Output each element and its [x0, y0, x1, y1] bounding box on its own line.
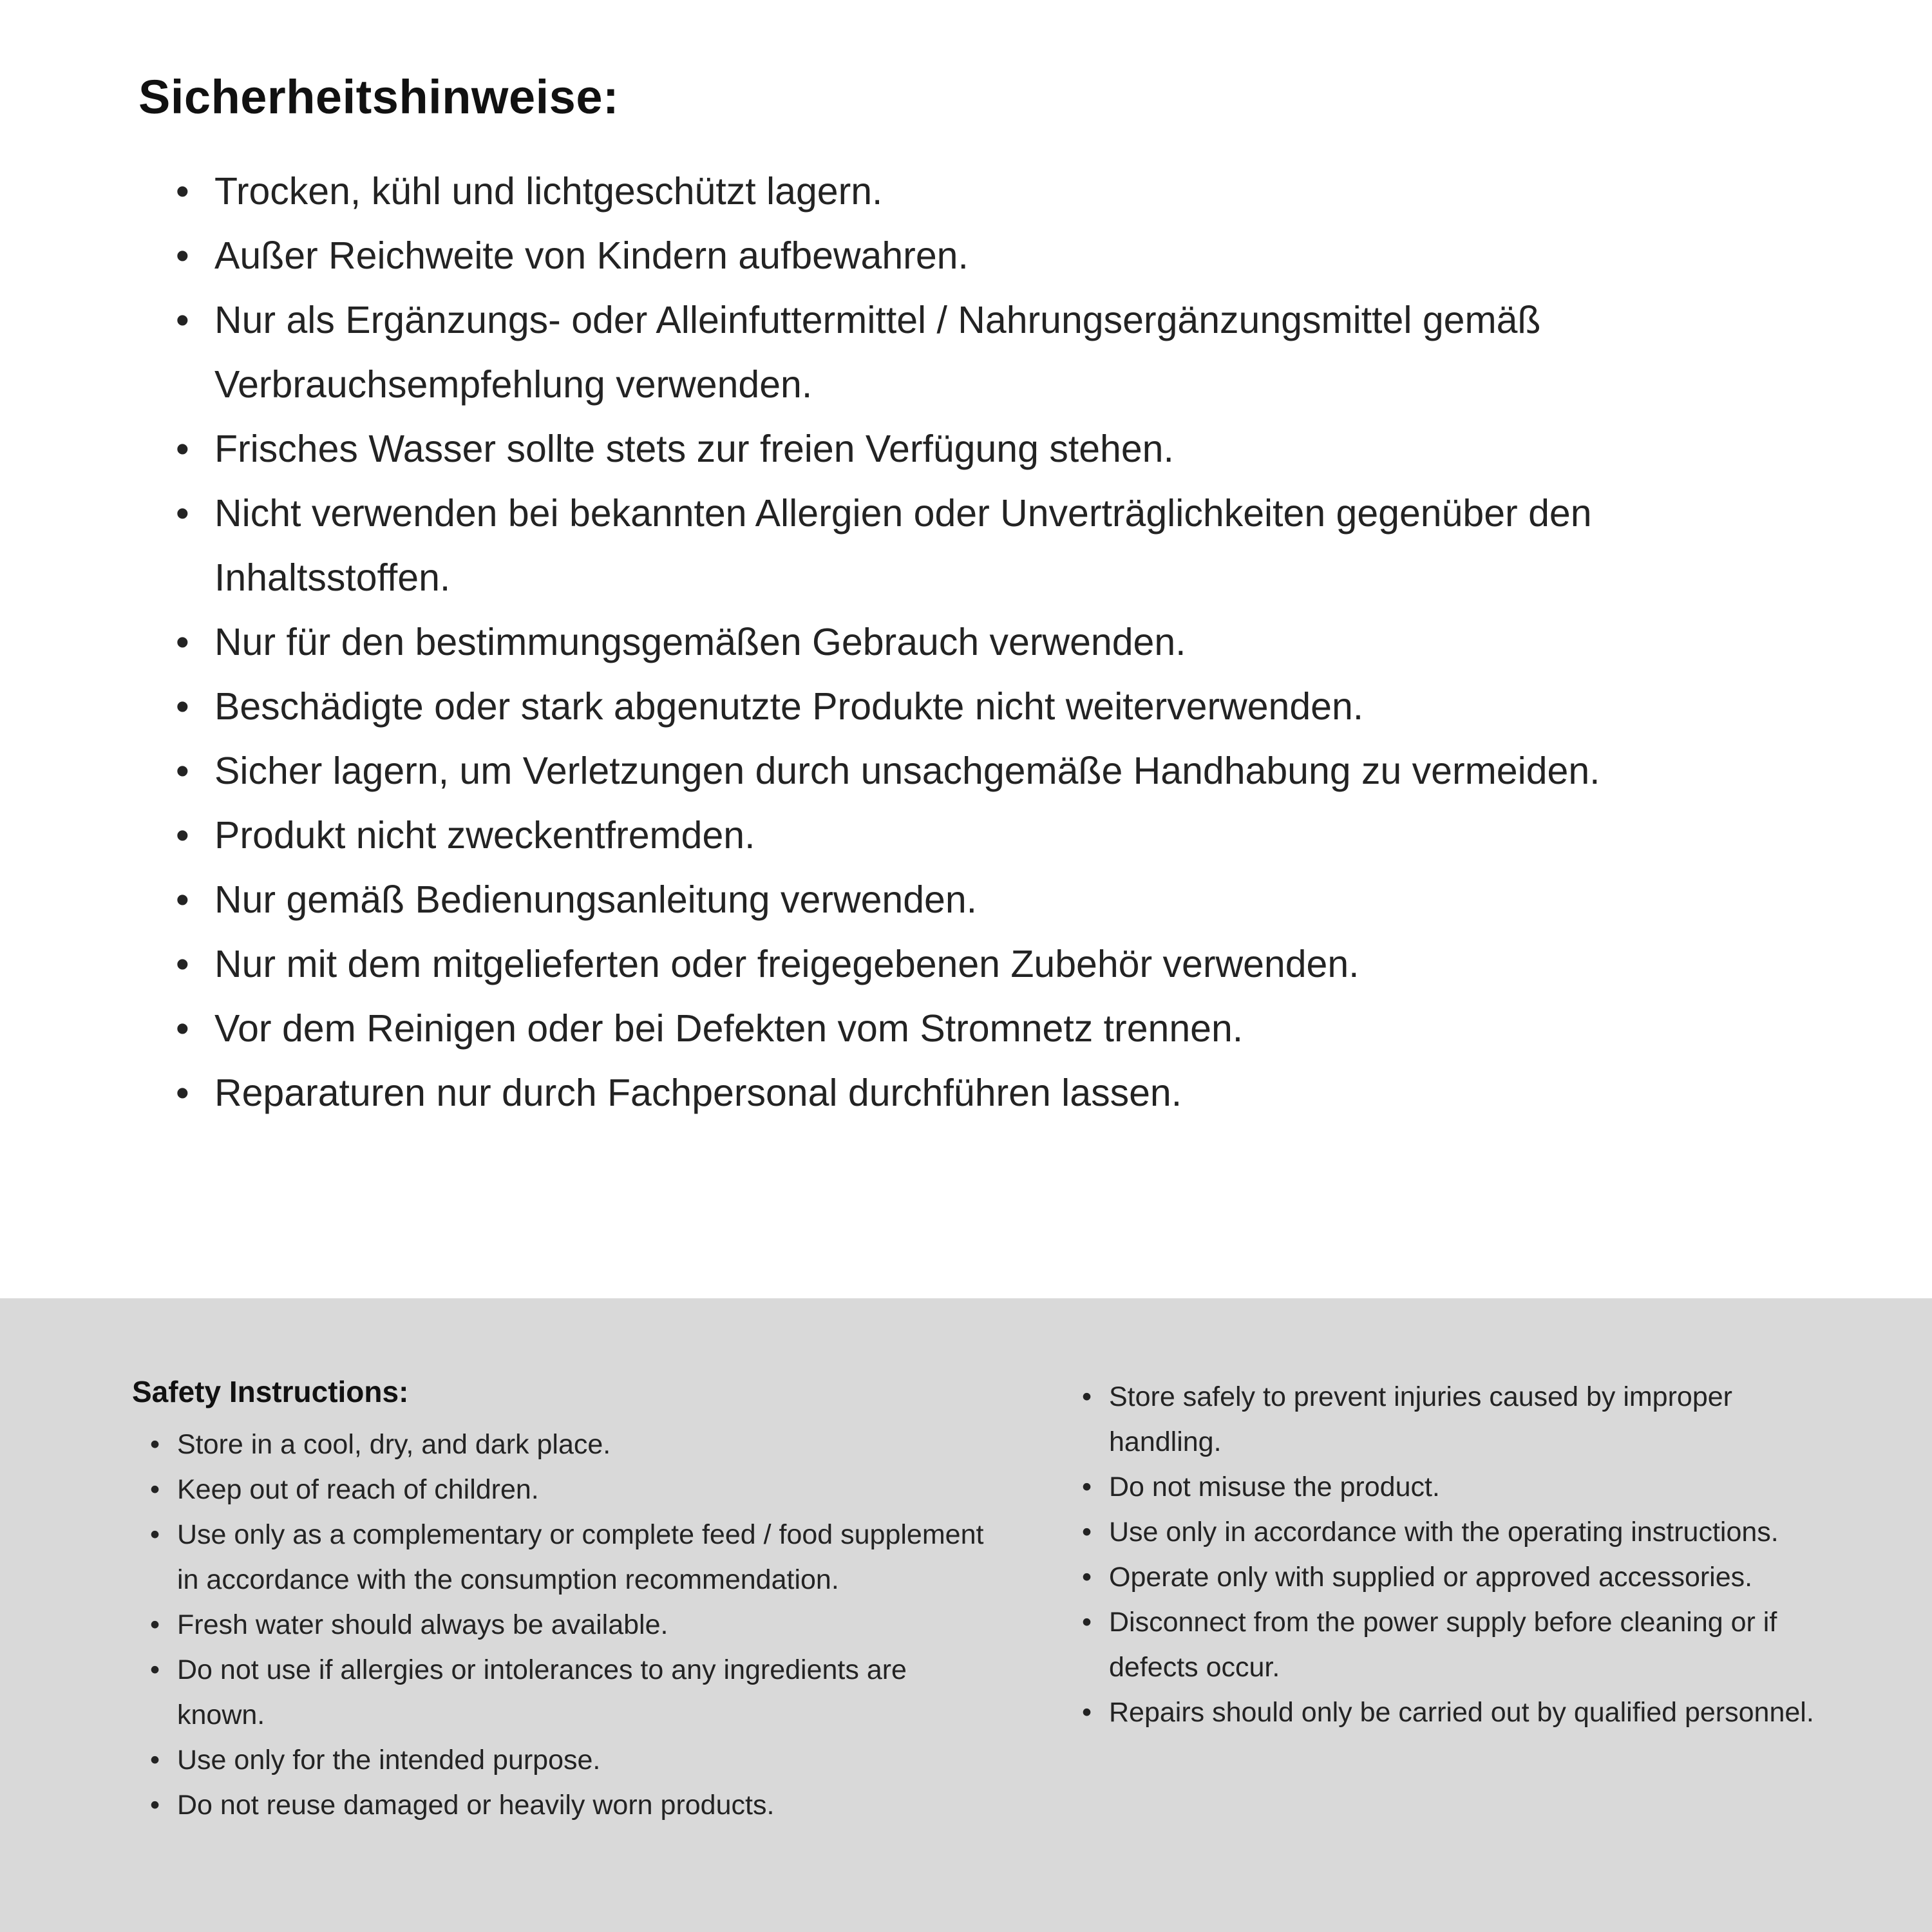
list-item: • Repairs should only be carried out by qualified personnel. — [1082, 1690, 1848, 1735]
english-safety-list-right — [1082, 1374, 1848, 1735]
list-item: • Operate only with supplied or approved accessories. — [1082, 1555, 1848, 1600]
english-right-column — [1082, 1374, 1848, 1735]
list-item: • Vor dem Reinigen oder bei Defekten vom Stromnetz trennen. — [176, 996, 1760, 1061]
english-heading: Safety Instructions: — [132, 1375, 409, 1408]
list-item: • Trocken, kühl und lichtgeschützt lagern. — [176, 159, 1760, 223]
list-item: • Nur für den bestimmungsgemäßen Gebrauch verwenden. — [176, 610, 1760, 674]
german-heading: Sicherheitshinweise: — [138, 70, 620, 124]
list-item: • Außer Reichweite von Kindern aufbewahren. — [176, 223, 1760, 288]
list-item: • Store in a cool, dry, and dark place. — [150, 1422, 989, 1467]
list-item: • Use only in accordance with the operating instructions. — [1082, 1510, 1848, 1555]
list-item: • Reparaturen nur durch Fachpersonal durchführen lassen. — [176, 1061, 1760, 1125]
list-item: • Use only for the intended purpose. — [150, 1738, 989, 1783]
list-item: • Store safely to prevent injuries caused by improper handling. — [1082, 1374, 1848, 1464]
list-item: • Frisches Wasser sollte stets zur freien Verfügung stehen. — [176, 417, 1760, 481]
list-item: • Nur mit dem mitgelieferten oder freigegebenen Zubehör verwenden. — [176, 932, 1760, 996]
list-item: • Disconnect from the power supply before cleaning or if defects occur. — [1082, 1600, 1848, 1690]
english-section — [0, 1298, 1932, 1932]
list-item: • Nicht verwenden bei bekannten Allergien oder Unverträglichkeiten gegenüber den Inhaltsstoffen. — [176, 481, 1760, 610]
list-item: • Do not reuse damaged or heavily worn products. — [150, 1783, 989, 1828]
list-item: • Keep out of reach of children. — [150, 1467, 989, 1512]
list-item: • Produkt nicht zweckentfremden. — [176, 803, 1760, 867]
list-item: • Use only as a complementary or complete feed / food supplement in accordance with the consumption recommendation. — [150, 1512, 989, 1602]
list-item: • Do not misuse the product. — [1082, 1464, 1848, 1510]
list-item: • Sicher lagern, um Verletzungen durch unsachgemäße Handhabung zu vermeiden. — [176, 739, 1760, 803]
list-item: • Do not use if allergies or intolerances to any ingredients are known. — [150, 1647, 989, 1738]
list-item: • Beschädigte oder stark abgenutzte Produkte nicht weiterverwenden. — [176, 674, 1760, 739]
list-item: • Fresh water should always be available. — [150, 1602, 989, 1647]
english-left-column — [132, 1374, 989, 1828]
list-item: • Nur als Ergänzungs- oder Alleinfuttermittel / Nahrungsergänzungsmittel gemäß Verbrauchsempfehlung verwenden. — [176, 288, 1760, 417]
list-item: • Nur gemäß Bedienungsanleitung verwenden. — [176, 867, 1760, 932]
german-safety-list — [176, 159, 1760, 1125]
english-safety-list-left — [150, 1422, 989, 1828]
